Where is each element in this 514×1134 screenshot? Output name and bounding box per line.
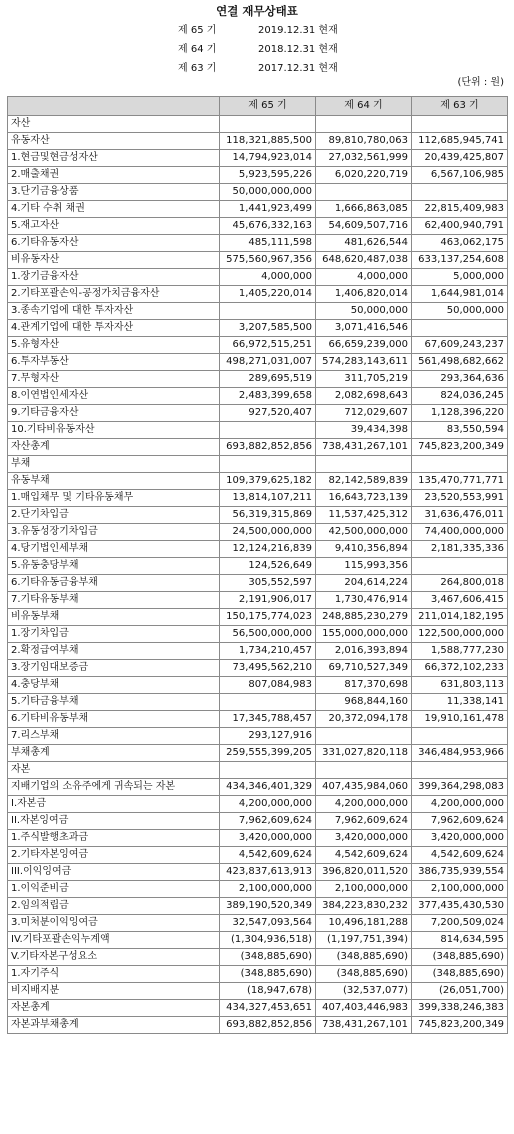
account-label: 자산총계 (8, 439, 220, 456)
amount-cell: 2,483,399,658 (220, 388, 316, 405)
account-label: 4.당기법인세부채 (8, 541, 220, 558)
amount-cell: 66,659,239,000 (316, 337, 412, 354)
account-label: 4.충당부채 (8, 677, 220, 694)
table-row (8, 422, 508, 439)
amount-cell: 4,542,609,624 (412, 847, 508, 864)
period-label: 제 65 기 (178, 25, 217, 36)
table-row (8, 830, 508, 847)
table-row (8, 269, 508, 286)
account-label: 2.기타포괄손익-공정가치금융자산 (8, 286, 220, 303)
table-row (8, 558, 508, 575)
period-row (178, 40, 338, 59)
table-row (8, 609, 508, 626)
amount-cell (220, 422, 316, 439)
period-date: 2017.12.31 현재 (258, 63, 338, 74)
table-row (8, 388, 508, 405)
amount-cell (412, 762, 508, 779)
account-label: 6.기타유동금융부채 (8, 575, 220, 592)
amount-cell: 631,803,113 (412, 677, 508, 694)
amount-cell (316, 456, 412, 473)
amount-cell: 109,379,625,182 (220, 473, 316, 490)
header-period-64: 제 64 기 (316, 97, 412, 116)
amount-cell (412, 184, 508, 201)
amount-cell (412, 116, 508, 133)
table-row (8, 201, 508, 218)
account-label: 5.기타금융부채 (8, 694, 220, 711)
account-label: 부채 (8, 456, 220, 473)
amount-cell: 66,372,102,233 (412, 660, 508, 677)
amount-cell: (348,885,690) (220, 966, 316, 983)
amount-cell: (1,197,751,394) (316, 932, 412, 949)
table-row (8, 167, 508, 184)
account-label: 1.주식발행초과금 (8, 830, 220, 847)
table-row (8, 405, 508, 422)
amount-cell: 4,200,000,000 (220, 796, 316, 813)
amount-cell: 1,405,220,014 (220, 286, 316, 303)
amount-cell: 407,403,446,983 (316, 1000, 412, 1017)
amount-cell: 1,406,820,014 (316, 286, 412, 303)
account-label: 5.재고자산 (8, 218, 220, 235)
amount-cell: 82,142,589,839 (316, 473, 412, 490)
amount-cell: 42,500,000,000 (316, 524, 412, 541)
account-label: 2.임의적립금 (8, 898, 220, 915)
table-row (8, 796, 508, 813)
amount-cell: 346,484,953,966 (412, 745, 508, 762)
amount-cell: 807,084,983 (220, 677, 316, 694)
amount-cell: 66,972,515,251 (220, 337, 316, 354)
amount-cell: 745,823,200,349 (412, 439, 508, 456)
table-row (8, 915, 508, 932)
amount-cell: 204,614,224 (316, 575, 412, 592)
table-row (8, 677, 508, 694)
account-label: IV.기타포괄손익누계액 (8, 932, 220, 949)
table-row (8, 643, 508, 660)
account-label: 3.장기임대보증금 (8, 660, 220, 677)
amount-cell: 155,000,000,000 (316, 626, 412, 643)
table-row (8, 524, 508, 541)
amount-cell: 1,644,981,014 (412, 286, 508, 303)
amount-cell: 11,537,425,312 (316, 507, 412, 524)
amount-cell: 2,191,906,017 (220, 592, 316, 609)
amount-cell: 14,794,923,014 (220, 150, 316, 167)
header-row (8, 97, 508, 116)
account-label: 1.현금및현금성자산 (8, 150, 220, 167)
amount-cell: 1,734,210,457 (220, 643, 316, 660)
amount-cell: 83,550,594 (412, 422, 508, 439)
table-row (8, 694, 508, 711)
amount-cell: 259,555,399,205 (220, 745, 316, 762)
amount-cell: 73,495,562,210 (220, 660, 316, 677)
table-row (8, 337, 508, 354)
header-period-65: 제 65 기 (220, 97, 316, 116)
amount-cell (220, 694, 316, 711)
table-row (8, 439, 508, 456)
header-account (8, 97, 220, 116)
account-label: 2.매출채권 (8, 167, 220, 184)
amount-cell: 6,567,106,985 (412, 167, 508, 184)
amount-cell: 19,910,161,478 (412, 711, 508, 728)
amount-cell: 67,609,243,237 (412, 337, 508, 354)
amount-cell: 407,435,984,060 (316, 779, 412, 796)
amount-cell: 7,962,609,624 (220, 813, 316, 830)
account-label: 자본 (8, 762, 220, 779)
amount-cell: 331,027,820,118 (316, 745, 412, 762)
amount-cell: 3,420,000,000 (412, 830, 508, 847)
amount-cell: 463,062,175 (412, 235, 508, 252)
amount-cell: 633,137,254,608 (412, 252, 508, 269)
amount-cell: (18,947,678) (220, 983, 316, 1000)
amount-cell: 1,588,777,230 (412, 643, 508, 660)
amount-cell: 12,124,216,839 (220, 541, 316, 558)
table-row (8, 966, 508, 983)
amount-cell: 574,283,143,611 (316, 354, 412, 371)
account-label: 5.유동충당부채 (8, 558, 220, 575)
table-row (8, 575, 508, 592)
amount-cell: 32,547,093,564 (220, 915, 316, 932)
amount-cell (316, 728, 412, 745)
table-row (8, 218, 508, 235)
account-label: 3.종속기업에 대한 투자자산 (8, 303, 220, 320)
amount-cell: 693,882,852,856 (220, 439, 316, 456)
amount-cell: 2,100,000,000 (412, 881, 508, 898)
account-label: 비유동부채 (8, 609, 220, 626)
amount-cell: 211,014,182,195 (412, 609, 508, 626)
amount-cell: 50,000,000,000 (220, 184, 316, 201)
table-body (8, 116, 508, 1034)
account-label: 1.자기주식 (8, 966, 220, 983)
amount-cell: 3,207,585,500 (220, 320, 316, 337)
account-label: 1.매입채무 및 기타유동채무 (8, 490, 220, 507)
amount-cell: 264,800,018 (412, 575, 508, 592)
amount-cell: 3,071,416,546 (316, 320, 412, 337)
amount-cell: 4,000,000 (316, 269, 412, 286)
amount-cell: 293,127,916 (220, 728, 316, 745)
amount-cell: 45,676,332,163 (220, 218, 316, 235)
amount-cell: 7,962,609,624 (412, 813, 508, 830)
account-label: 9.기타금융자산 (8, 405, 220, 422)
amount-cell: 824,036,245 (412, 388, 508, 405)
amount-cell: 389,190,520,349 (220, 898, 316, 915)
amount-cell (220, 303, 316, 320)
header-period-63: 제 63 기 (412, 97, 508, 116)
table-row (8, 507, 508, 524)
period-date: 2019.12.31 현재 (258, 25, 338, 36)
amount-cell (316, 184, 412, 201)
account-label: 자본총계 (8, 1000, 220, 1017)
amount-cell: 23,520,553,991 (412, 490, 508, 507)
amount-cell: 2,181,335,336 (412, 541, 508, 558)
account-label: 7.무형자산 (8, 371, 220, 388)
table-row (8, 660, 508, 677)
account-label: 자본과부채총계 (8, 1017, 220, 1034)
period-row (178, 59, 338, 78)
amount-cell: 4,542,609,624 (220, 847, 316, 864)
table-row (8, 762, 508, 779)
account-label: 비지배지분 (8, 983, 220, 1000)
amount-cell: 17,345,788,457 (220, 711, 316, 728)
period-list (178, 21, 338, 78)
table-row (8, 932, 508, 949)
amount-cell: 89,810,780,063 (316, 133, 412, 150)
account-label: 2.단기차입금 (8, 507, 220, 524)
amount-cell: 498,271,031,007 (220, 354, 316, 371)
amount-cell: 22,815,409,983 (412, 201, 508, 218)
period-label: 제 64 기 (178, 44, 217, 55)
amount-cell: 399,364,298,083 (412, 779, 508, 796)
amount-cell: (348,885,690) (412, 966, 508, 983)
amount-cell: 311,705,219 (316, 371, 412, 388)
amount-cell (220, 116, 316, 133)
account-label: 4.기타 수취 채권 (8, 201, 220, 218)
amount-cell (316, 762, 412, 779)
table-row (8, 864, 508, 881)
table-row (8, 779, 508, 796)
amount-cell: 11,338,141 (412, 694, 508, 711)
amount-cell: 4,200,000,000 (412, 796, 508, 813)
amount-cell: 62,400,940,791 (412, 218, 508, 235)
amount-cell: (26,051,700) (412, 983, 508, 1000)
table-row (8, 371, 508, 388)
amount-cell (412, 320, 508, 337)
amount-cell: 74,400,000,000 (412, 524, 508, 541)
account-label: 6.기타비유동부채 (8, 711, 220, 728)
table-row (8, 133, 508, 150)
amount-cell: 135,470,771,771 (412, 473, 508, 490)
table-row (8, 813, 508, 830)
account-label: 유동자산 (8, 133, 220, 150)
amount-cell: 2,100,000,000 (220, 881, 316, 898)
amount-cell: 115,993,356 (316, 558, 412, 575)
amount-cell: 248,885,230,279 (316, 609, 412, 626)
amount-cell: 648,620,487,038 (316, 252, 412, 269)
amount-cell: 1,666,863,085 (316, 201, 412, 218)
amount-cell: 9,410,356,894 (316, 541, 412, 558)
amount-cell: 1,441,923,499 (220, 201, 316, 218)
amount-cell: 10,496,181,288 (316, 915, 412, 932)
account-label: 6.기타유동자산 (8, 235, 220, 252)
account-label: V.기타자본구성요소 (8, 949, 220, 966)
table-row (8, 983, 508, 1000)
amount-cell: 5,000,000 (412, 269, 508, 286)
account-label: 비유동자산 (8, 252, 220, 269)
amount-cell (316, 116, 412, 133)
amount-cell: 4,542,609,624 (316, 847, 412, 864)
balance-sheet-table (7, 96, 508, 1034)
table-row (8, 456, 508, 473)
account-label: II.자본잉여금 (8, 813, 220, 830)
amount-cell: 4,000,000 (220, 269, 316, 286)
period-label: 제 63 기 (178, 63, 217, 74)
table-row (8, 898, 508, 915)
amount-cell: 24,500,000,000 (220, 524, 316, 541)
table-row (8, 1017, 508, 1034)
amount-cell: 575,560,967,356 (220, 252, 316, 269)
amount-cell: 384,223,830,232 (316, 898, 412, 915)
table-row (8, 286, 508, 303)
account-label: 부채총계 (8, 745, 220, 762)
amount-cell: 434,346,401,329 (220, 779, 316, 796)
amount-cell: 481,626,544 (316, 235, 412, 252)
amount-cell: 2,082,698,643 (316, 388, 412, 405)
amount-cell: 399,338,246,383 (412, 1000, 508, 1017)
amount-cell: 693,882,852,856 (220, 1017, 316, 1034)
table-row (8, 847, 508, 864)
account-label: 8.이연법인세자산 (8, 388, 220, 405)
amount-cell: 1,730,476,914 (316, 592, 412, 609)
statement-title: 연결 재무상태표 (216, 4, 298, 18)
account-label: 5.유형자산 (8, 337, 220, 354)
amount-cell: 561,498,682,662 (412, 354, 508, 371)
amount-cell: (32,537,077) (316, 983, 412, 1000)
account-label: 2.기타자본잉여금 (8, 847, 220, 864)
amount-cell: 434,327,453,651 (220, 1000, 316, 1017)
account-label: 6.투자부동산 (8, 354, 220, 371)
account-label: 3.미처분이익잉여금 (8, 915, 220, 932)
amount-cell: 3,467,606,415 (412, 592, 508, 609)
amount-cell: 3,420,000,000 (316, 830, 412, 847)
table-row (8, 881, 508, 898)
amount-cell: 423,837,613,913 (220, 864, 316, 881)
amount-cell: 817,370,698 (316, 677, 412, 694)
amount-cell: 712,029,607 (316, 405, 412, 422)
amount-cell: 738,431,267,101 (316, 1017, 412, 1034)
amount-cell: 4,200,000,000 (316, 796, 412, 813)
table-row (8, 252, 508, 269)
amount-cell: 13,814,107,211 (220, 490, 316, 507)
amount-cell: 31,636,476,011 (412, 507, 508, 524)
amount-cell: 50,000,000 (412, 303, 508, 320)
table-row (8, 745, 508, 762)
amount-cell: 56,500,000,000 (220, 626, 316, 643)
amount-cell: (348,885,690) (316, 949, 412, 966)
table-row (8, 184, 508, 201)
amount-cell: 745,823,200,349 (412, 1017, 508, 1034)
amount-cell: 485,111,598 (220, 235, 316, 252)
account-label: 1.이익준비금 (8, 881, 220, 898)
period-date: 2018.12.31 현재 (258, 44, 338, 55)
table-row (8, 711, 508, 728)
amount-cell: (348,885,690) (316, 966, 412, 983)
amount-cell: 6,020,220,719 (316, 167, 412, 184)
amount-cell: 738,431,267,101 (316, 439, 412, 456)
account-label: I.자본금 (8, 796, 220, 813)
amount-cell: 39,434,398 (316, 422, 412, 439)
amount-cell: 289,695,519 (220, 371, 316, 388)
amount-cell: 27,032,561,999 (316, 150, 412, 167)
amount-cell: 7,200,509,024 (412, 915, 508, 932)
table-row (8, 949, 508, 966)
amount-cell (220, 762, 316, 779)
amount-cell (220, 456, 316, 473)
amount-cell: 20,372,094,178 (316, 711, 412, 728)
account-label: 2.확정급여부채 (8, 643, 220, 660)
amount-cell: (348,885,690) (412, 949, 508, 966)
table-row (8, 626, 508, 643)
account-label: 자산 (8, 116, 220, 133)
amount-cell: 1,128,396,220 (412, 405, 508, 422)
amount-cell (412, 456, 508, 473)
period-row (178, 21, 338, 40)
amount-cell: 293,364,636 (412, 371, 508, 388)
amount-cell: 377,435,430,530 (412, 898, 508, 915)
amount-cell: (348,885,690) (220, 949, 316, 966)
table-row (8, 235, 508, 252)
account-label: 7.기타유동부채 (8, 592, 220, 609)
account-label: 4.관계기업에 대한 투자자산 (8, 320, 220, 337)
table-row (8, 541, 508, 558)
amount-cell: 7,962,609,624 (316, 813, 412, 830)
table-row (8, 728, 508, 745)
amount-cell: 112,685,945,741 (412, 133, 508, 150)
amount-cell: 118,321,885,500 (220, 133, 316, 150)
account-label: 1.장기차입금 (8, 626, 220, 643)
table-row (8, 473, 508, 490)
unit-label: (단위 : 원) (457, 77, 504, 88)
amount-cell: 2,016,393,894 (316, 643, 412, 660)
amount-cell: 20,439,425,807 (412, 150, 508, 167)
amount-cell: 305,552,597 (220, 575, 316, 592)
amount-cell: 56,319,315,869 (220, 507, 316, 524)
amount-cell: 54,609,507,716 (316, 218, 412, 235)
account-label: 1.장기금융자산 (8, 269, 220, 286)
table-row (8, 490, 508, 507)
table-row (8, 150, 508, 167)
amount-cell: 5,923,595,226 (220, 167, 316, 184)
table-row (8, 303, 508, 320)
account-label: 3.유동성장기차입금 (8, 524, 220, 541)
table-row (8, 1000, 508, 1017)
amount-cell: 122,500,000,000 (412, 626, 508, 643)
amount-cell (412, 728, 508, 745)
amount-cell: 927,520,407 (220, 405, 316, 422)
amount-cell: 814,634,595 (412, 932, 508, 949)
account-label: 지배기업의 소유주에게 귀속되는 자본 (8, 779, 220, 796)
amount-cell: 968,844,160 (316, 694, 412, 711)
amount-cell: 69,710,527,349 (316, 660, 412, 677)
amount-cell (412, 558, 508, 575)
amount-cell: 150,175,774,023 (220, 609, 316, 626)
table-row (8, 320, 508, 337)
table-row (8, 592, 508, 609)
amount-cell: 124,526,649 (220, 558, 316, 575)
account-label: 7.리스부채 (8, 728, 220, 745)
table-row (8, 116, 508, 133)
account-label: III.이익잉여금 (8, 864, 220, 881)
amount-cell: (1,304,936,518) (220, 932, 316, 949)
amount-cell: 3,420,000,000 (220, 830, 316, 847)
account-label: 3.단기금융상품 (8, 184, 220, 201)
amount-cell: 16,643,723,139 (316, 490, 412, 507)
table-row (8, 354, 508, 371)
amount-cell: 2,100,000,000 (316, 881, 412, 898)
amount-cell: 396,820,011,520 (316, 864, 412, 881)
account-label: 10.기타비유동자산 (8, 422, 220, 439)
amount-cell: 50,000,000 (316, 303, 412, 320)
account-label: 유동부채 (8, 473, 220, 490)
amount-cell: 386,735,939,554 (412, 864, 508, 881)
